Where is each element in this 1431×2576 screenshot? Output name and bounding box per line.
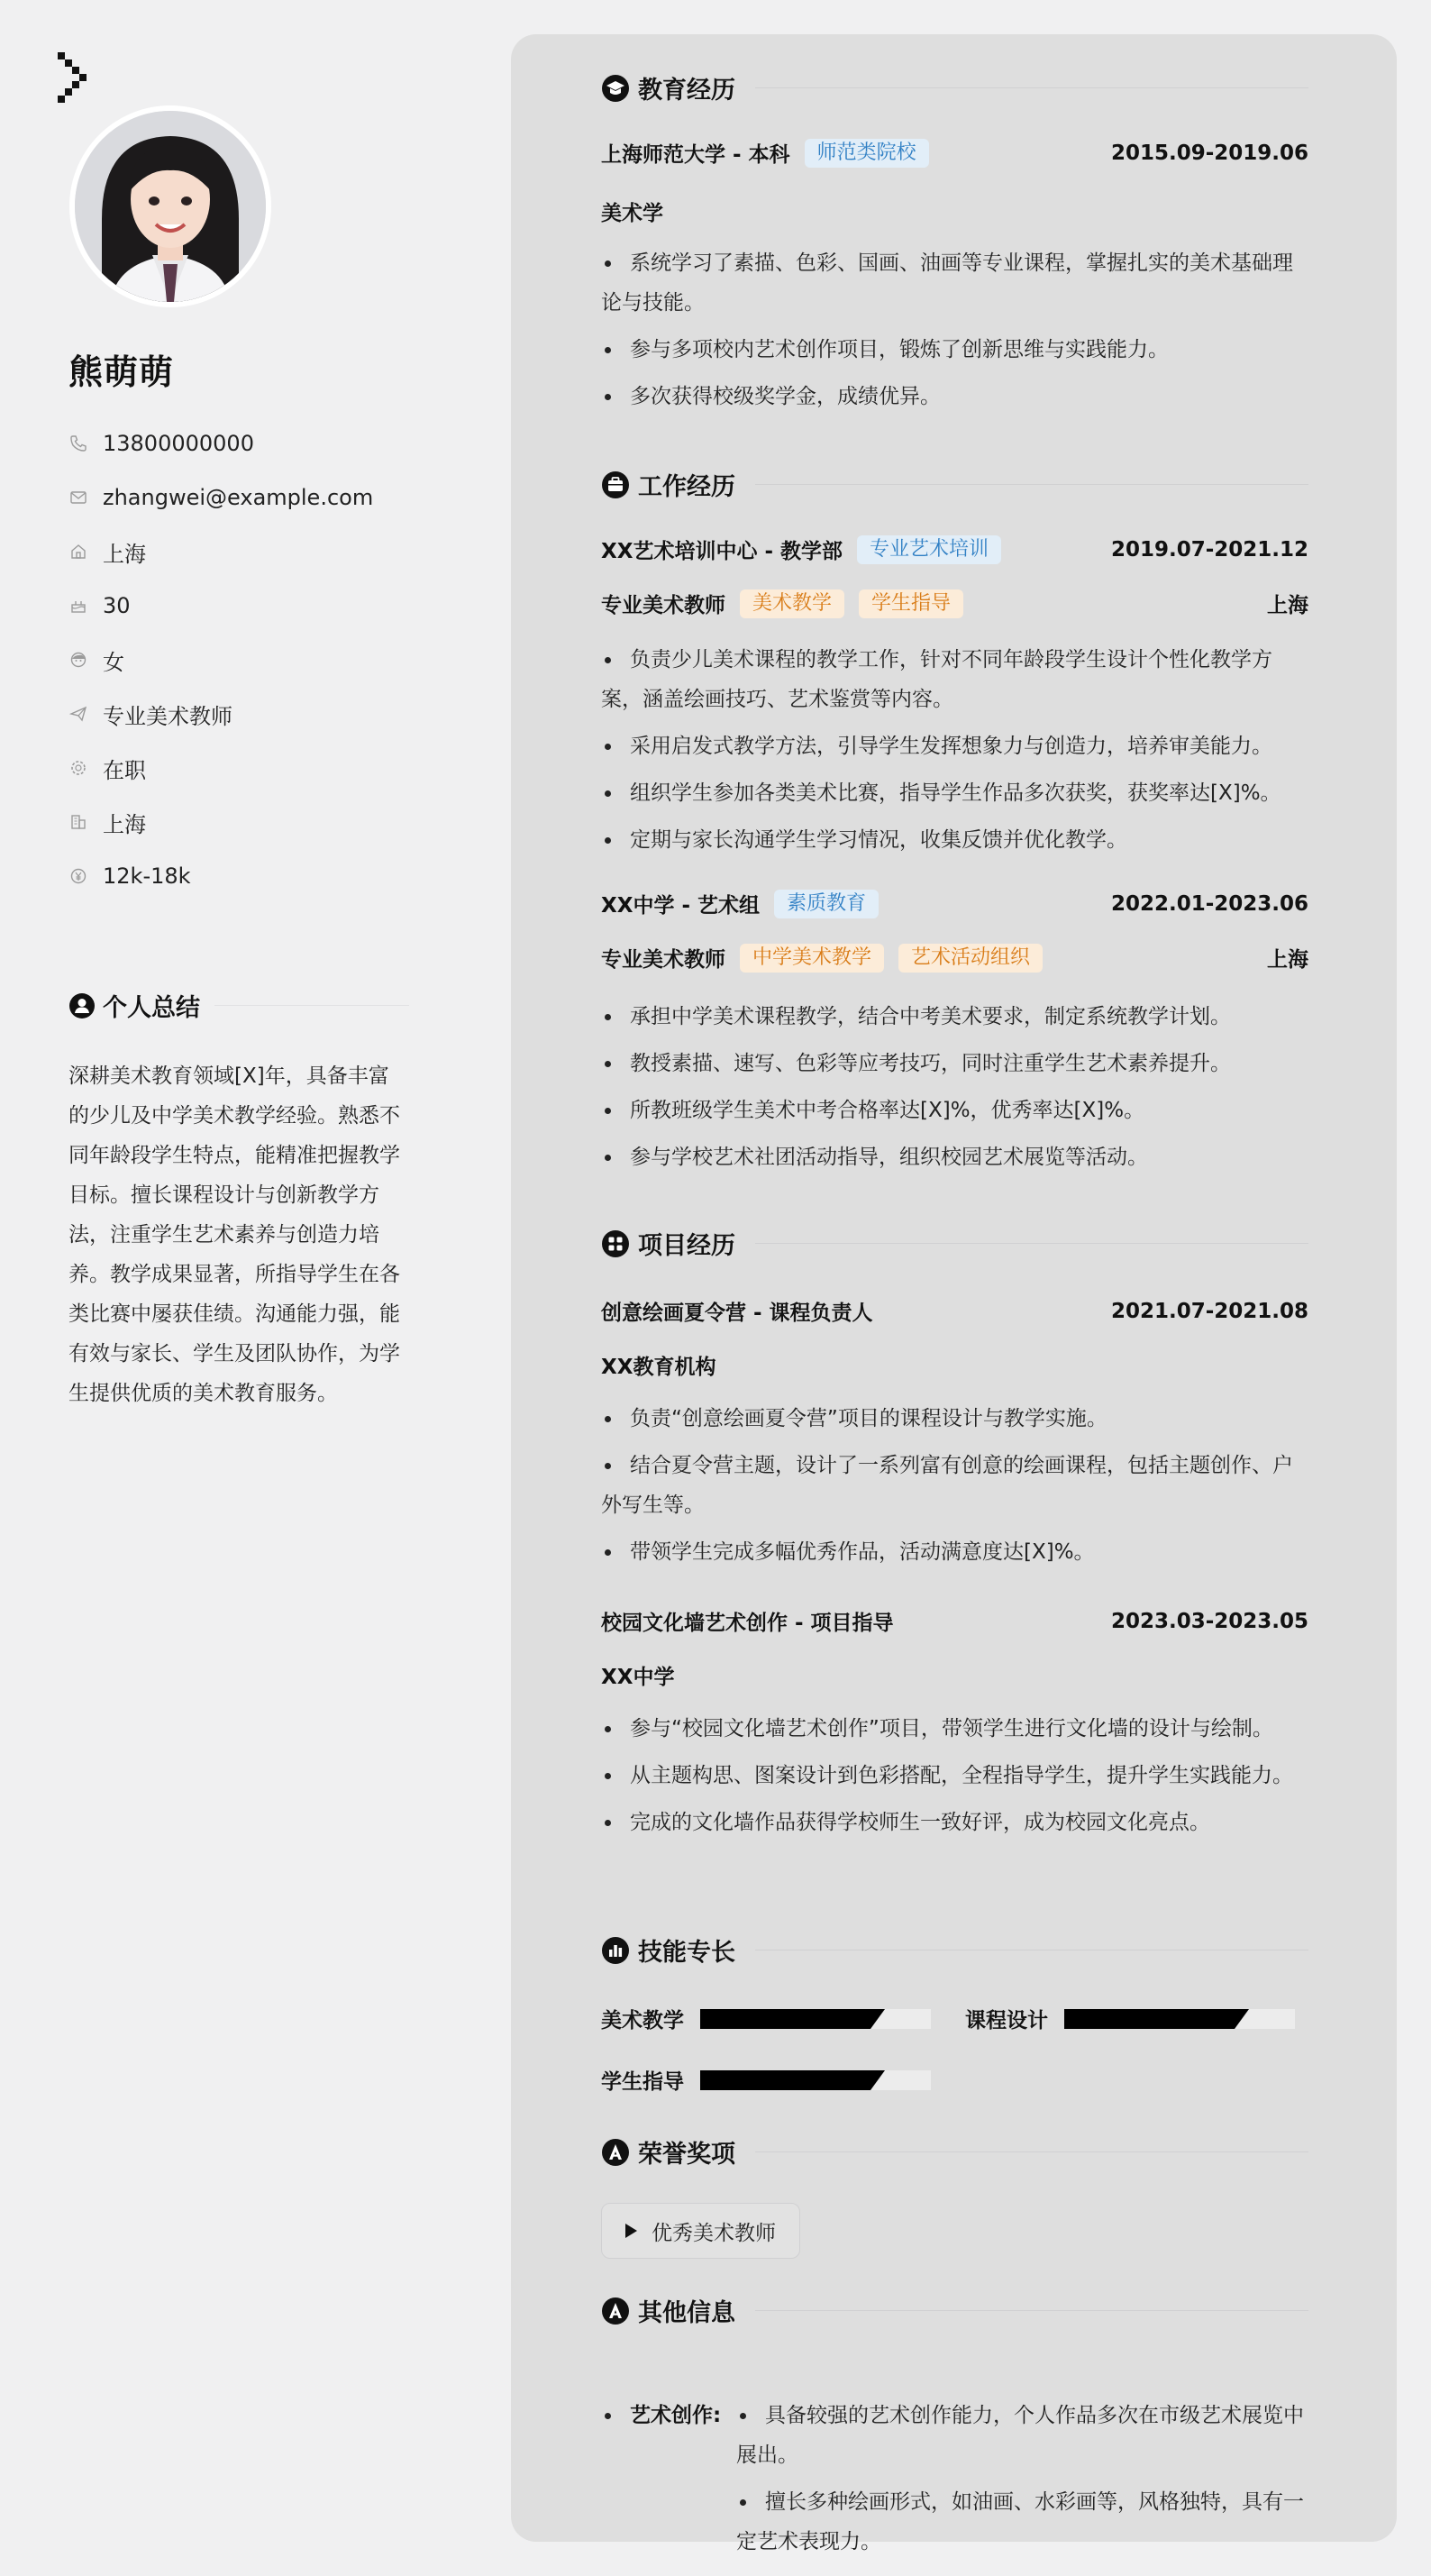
list-item: 负责少儿美术课程的教学工作，针对不同年龄段学生设计个性化教学方案，涵盖绘画技巧、艺术鉴赏等内容。 (601, 640, 1308, 719)
other-heading (601, 2293, 1308, 2328)
bar-chart-icon (601, 1936, 630, 1965)
job-1-org: XX艺术培训中心 - 教学部 (601, 540, 843, 563)
user-circle-icon (68, 992, 96, 1019)
info-gender (68, 633, 373, 687)
building-icon (68, 812, 88, 832)
status-text: 在职 (103, 757, 146, 783)
list-item: 负责“创意绘画夏令营”项目的课程设计与教学实施。 (601, 1399, 1308, 1439)
skill-item (601, 2004, 931, 2033)
job-2-location: 上海 (1267, 948, 1308, 972)
project-1-header-row (601, 1296, 1308, 1326)
skill-bar (700, 2070, 931, 2090)
skill-bar-fill (700, 2070, 870, 2090)
project-1-date: 2021.07-2021.08 (1110, 1299, 1308, 1323)
play-triangle-icon (625, 2224, 637, 2238)
list-item: 擅长多种绘画形式，如油画、水彩画等，风格独特，具有一定艺术表现力。 (736, 2482, 1308, 2562)
project-2-bullets (601, 1709, 1308, 1850)
school-name: 上海师范大学 - 本科 (601, 143, 790, 167)
project-2-date: 2023.03-2023.05 (1110, 1609, 1308, 1633)
email-text: zhangwei@example.com (103, 485, 374, 510)
info-city (68, 525, 373, 579)
graduation-cap-icon (601, 74, 630, 103)
home-icon (68, 542, 88, 562)
job-1-tag: 专业艺术培训 (857, 535, 1001, 564)
list-item: 多次获得校级奖学金，成绩优异。 (601, 377, 1308, 416)
info-status (68, 741, 373, 795)
contact-info-list (68, 416, 373, 903)
info-phone (68, 416, 373, 470)
salary-text: 12k-18k (103, 863, 191, 889)
education-date: 2015.09-2019.06 (1110, 141, 1308, 165)
bullet-dot (605, 2413, 611, 2419)
info-badge-icon (601, 2297, 630, 2325)
list-item: 系统学习了素描、色彩、国画、油画等专业课程，掌握扎实的美术基础理论与技能。 (601, 243, 1308, 323)
project-1-bullets (601, 1399, 1308, 1579)
project-1-name: 创意绘画夏令营 - 课程负责人 (601, 1302, 873, 1325)
summary-title: 个人总结 (103, 994, 200, 1022)
list-item: 完成的文化墙作品获得学校师生一致好评，成为校园文化亮点。 (601, 1803, 1308, 1842)
list-item: 从主题构思、图案设计到色彩搭配，全程指导学生，提升学生实践能力。 (601, 1756, 1308, 1795)
gender-text: 女 (103, 649, 124, 675)
divider (755, 2151, 1308, 2152)
skill-bar-fill (1064, 2009, 1235, 2029)
job-2-role-tag: 中学美术教学 (740, 944, 884, 973)
job-2-tag: 素质教育 (774, 890, 879, 918)
list-item: 参与“校园文化墙艺术创作”项目，带领学生进行文化墙的设计与绘制。 (601, 1709, 1308, 1749)
skill-item (965, 2004, 1295, 2033)
major: 美术学 (601, 202, 663, 225)
work-title: 工作经历 (638, 473, 735, 501)
award-item (601, 2203, 800, 2259)
job-1-role: 专业美术教师 (601, 594, 725, 617)
job-1-role-tag: 学生指导 (859, 589, 963, 618)
awards-title: 荣誉奖项 (638, 2141, 735, 2169)
yen-coin-icon (68, 866, 88, 886)
summary-text: 深耕美术教育领域[X]年，具备丰富的少儿及中学美术教学经验。熟悉不同年龄段学生特点，能精准把握教学目标。擅长课程设计与创新教学方法，注重学生艺术素养与创造力培养。教学成果显著，所指导学生在各类比赛中屡获佳绩。沟通能力强，能有效与家长、学生及团队协作，为学生提供优质的美术教育服务。 (68, 1064, 400, 1405)
job-2-bullets (601, 997, 1308, 1184)
divider (755, 1243, 1308, 1244)
info-salary (68, 849, 373, 903)
phone-text: 13800000000 (103, 431, 254, 456)
list-item: 具备较强的艺术创作能力，个人作品多次在市级艺术展览中展出。 (736, 2396, 1308, 2475)
skills-heading (601, 1932, 1308, 1968)
grid-icon (601, 1229, 630, 1258)
main-panel (511, 34, 1397, 2553)
list-item: 组织学生参加各类美术比赛，指导学生作品多次获奖，获奖率达[X]%。 (601, 773, 1308, 813)
person-name: 熊萌萌 (68, 352, 175, 392)
cake-icon (68, 596, 88, 616)
status-icon (68, 758, 88, 778)
project-2-name: 校园文化墙艺术创作 - 项目指导 (601, 1612, 894, 1635)
skill-bar (700, 2009, 931, 2029)
face-icon (68, 650, 88, 670)
city-text: 上海 (103, 541, 146, 567)
divider (214, 1005, 409, 1006)
paper-plane-icon (68, 704, 88, 724)
job-1-role-row (601, 589, 1308, 618)
job-2-org: XX中学 - 艺术组 (601, 894, 761, 918)
list-item: 参与多项校内艺术创作项目，锻炼了创新思维与实践能力。 (601, 330, 1308, 370)
briefcase-icon (601, 470, 630, 499)
other-bullets (736, 2396, 1308, 2569)
skills-title: 技能专长 (638, 1939, 735, 1967)
job-2-header-row (601, 889, 1308, 918)
divider (755, 484, 1308, 485)
job-1-bullets (601, 640, 1308, 867)
divider (755, 87, 1308, 88)
awards-heading (601, 2134, 1308, 2170)
mail-icon (68, 488, 88, 507)
award-text: 优秀美术教师 (652, 2221, 776, 2245)
education-heading (601, 70, 1308, 105)
age-text: 30 (103, 593, 131, 618)
target-city-text: 上海 (103, 811, 146, 837)
position-text: 专业美术教师 (103, 703, 232, 729)
sidebar (0, 0, 510, 2576)
job-1-role-tag: 美术教学 (740, 589, 844, 618)
list-item: 所教班级学生美术中考合格率达[X]%，优秀率达[X]%。 (601, 1091, 1308, 1130)
job-1-date: 2019.07-2021.12 (1110, 537, 1308, 562)
list-item: 带领学生完成多幅优秀作品，活动满意度达[X]%。 (601, 1532, 1308, 1572)
list-item: 定期与家长沟通学生学习情况，收集反馈并优化教学。 (601, 820, 1308, 860)
education-header-row (601, 138, 1308, 168)
projects-heading (601, 1226, 1308, 1261)
list-item: 参与学校艺术社团活动指导，组织校园艺术展览等活动。 (601, 1137, 1308, 1177)
education-bullets (601, 243, 1308, 424)
award-icon (601, 2138, 630, 2167)
projects-title: 项目经历 (638, 1232, 735, 1260)
job-1-header-row (601, 534, 1308, 564)
job-2-role-tag: 艺术活动组织 (898, 944, 1043, 973)
skill-item (601, 2065, 931, 2095)
skill-name: 课程设计 (965, 2009, 1048, 2032)
info-position (68, 687, 373, 741)
summary-heading (68, 988, 409, 1023)
other-title: 其他信息 (638, 2299, 735, 2327)
logo-icon (58, 52, 94, 106)
job-1-location: 上海 (1267, 594, 1308, 617)
job-2-date: 2022.01-2023.06 (1110, 891, 1308, 916)
list-item: 承担中学美术课程教学，结合中考美术要求，制定系统教学计划。 (601, 997, 1308, 1037)
project-2-org: XX中学 (601, 1666, 675, 1689)
skill-name: 学生指导 (601, 2070, 684, 2094)
project-1-org: XX教育机构 (601, 1356, 716, 1379)
avatar-portrait-icon (75, 111, 266, 302)
skill-bar (1064, 2009, 1295, 2029)
phone-icon (68, 434, 88, 453)
info-email (68, 470, 373, 525)
education-title: 教育经历 (638, 77, 735, 105)
other-label: 艺术创作: (630, 2404, 722, 2427)
skill-bar-fill (700, 2009, 870, 2029)
project-2-header-row (601, 1606, 1308, 1636)
job-2-role: 专业美术教师 (601, 948, 725, 972)
info-target-city (68, 795, 373, 849)
list-item: 结合夏令营主题，设计了一系列富有创意的绘画课程，包括主题创作、户外写生等。 (601, 1446, 1308, 1525)
school-tag: 师范类院校 (805, 139, 929, 168)
job-2-role-row (601, 943, 1308, 973)
work-heading (601, 467, 1308, 502)
skill-name: 美术教学 (601, 2009, 684, 2032)
info-age (68, 579, 373, 633)
list-item: 采用启发式教学方法，引导学生发挥想象力与创造力，培养审美能力。 (601, 726, 1308, 766)
list-item: 教授素描、速写、色彩等应考技巧，同时注重学生艺术素养提升。 (601, 1044, 1308, 1083)
avatar (69, 105, 271, 307)
divider (755, 2310, 1308, 2311)
